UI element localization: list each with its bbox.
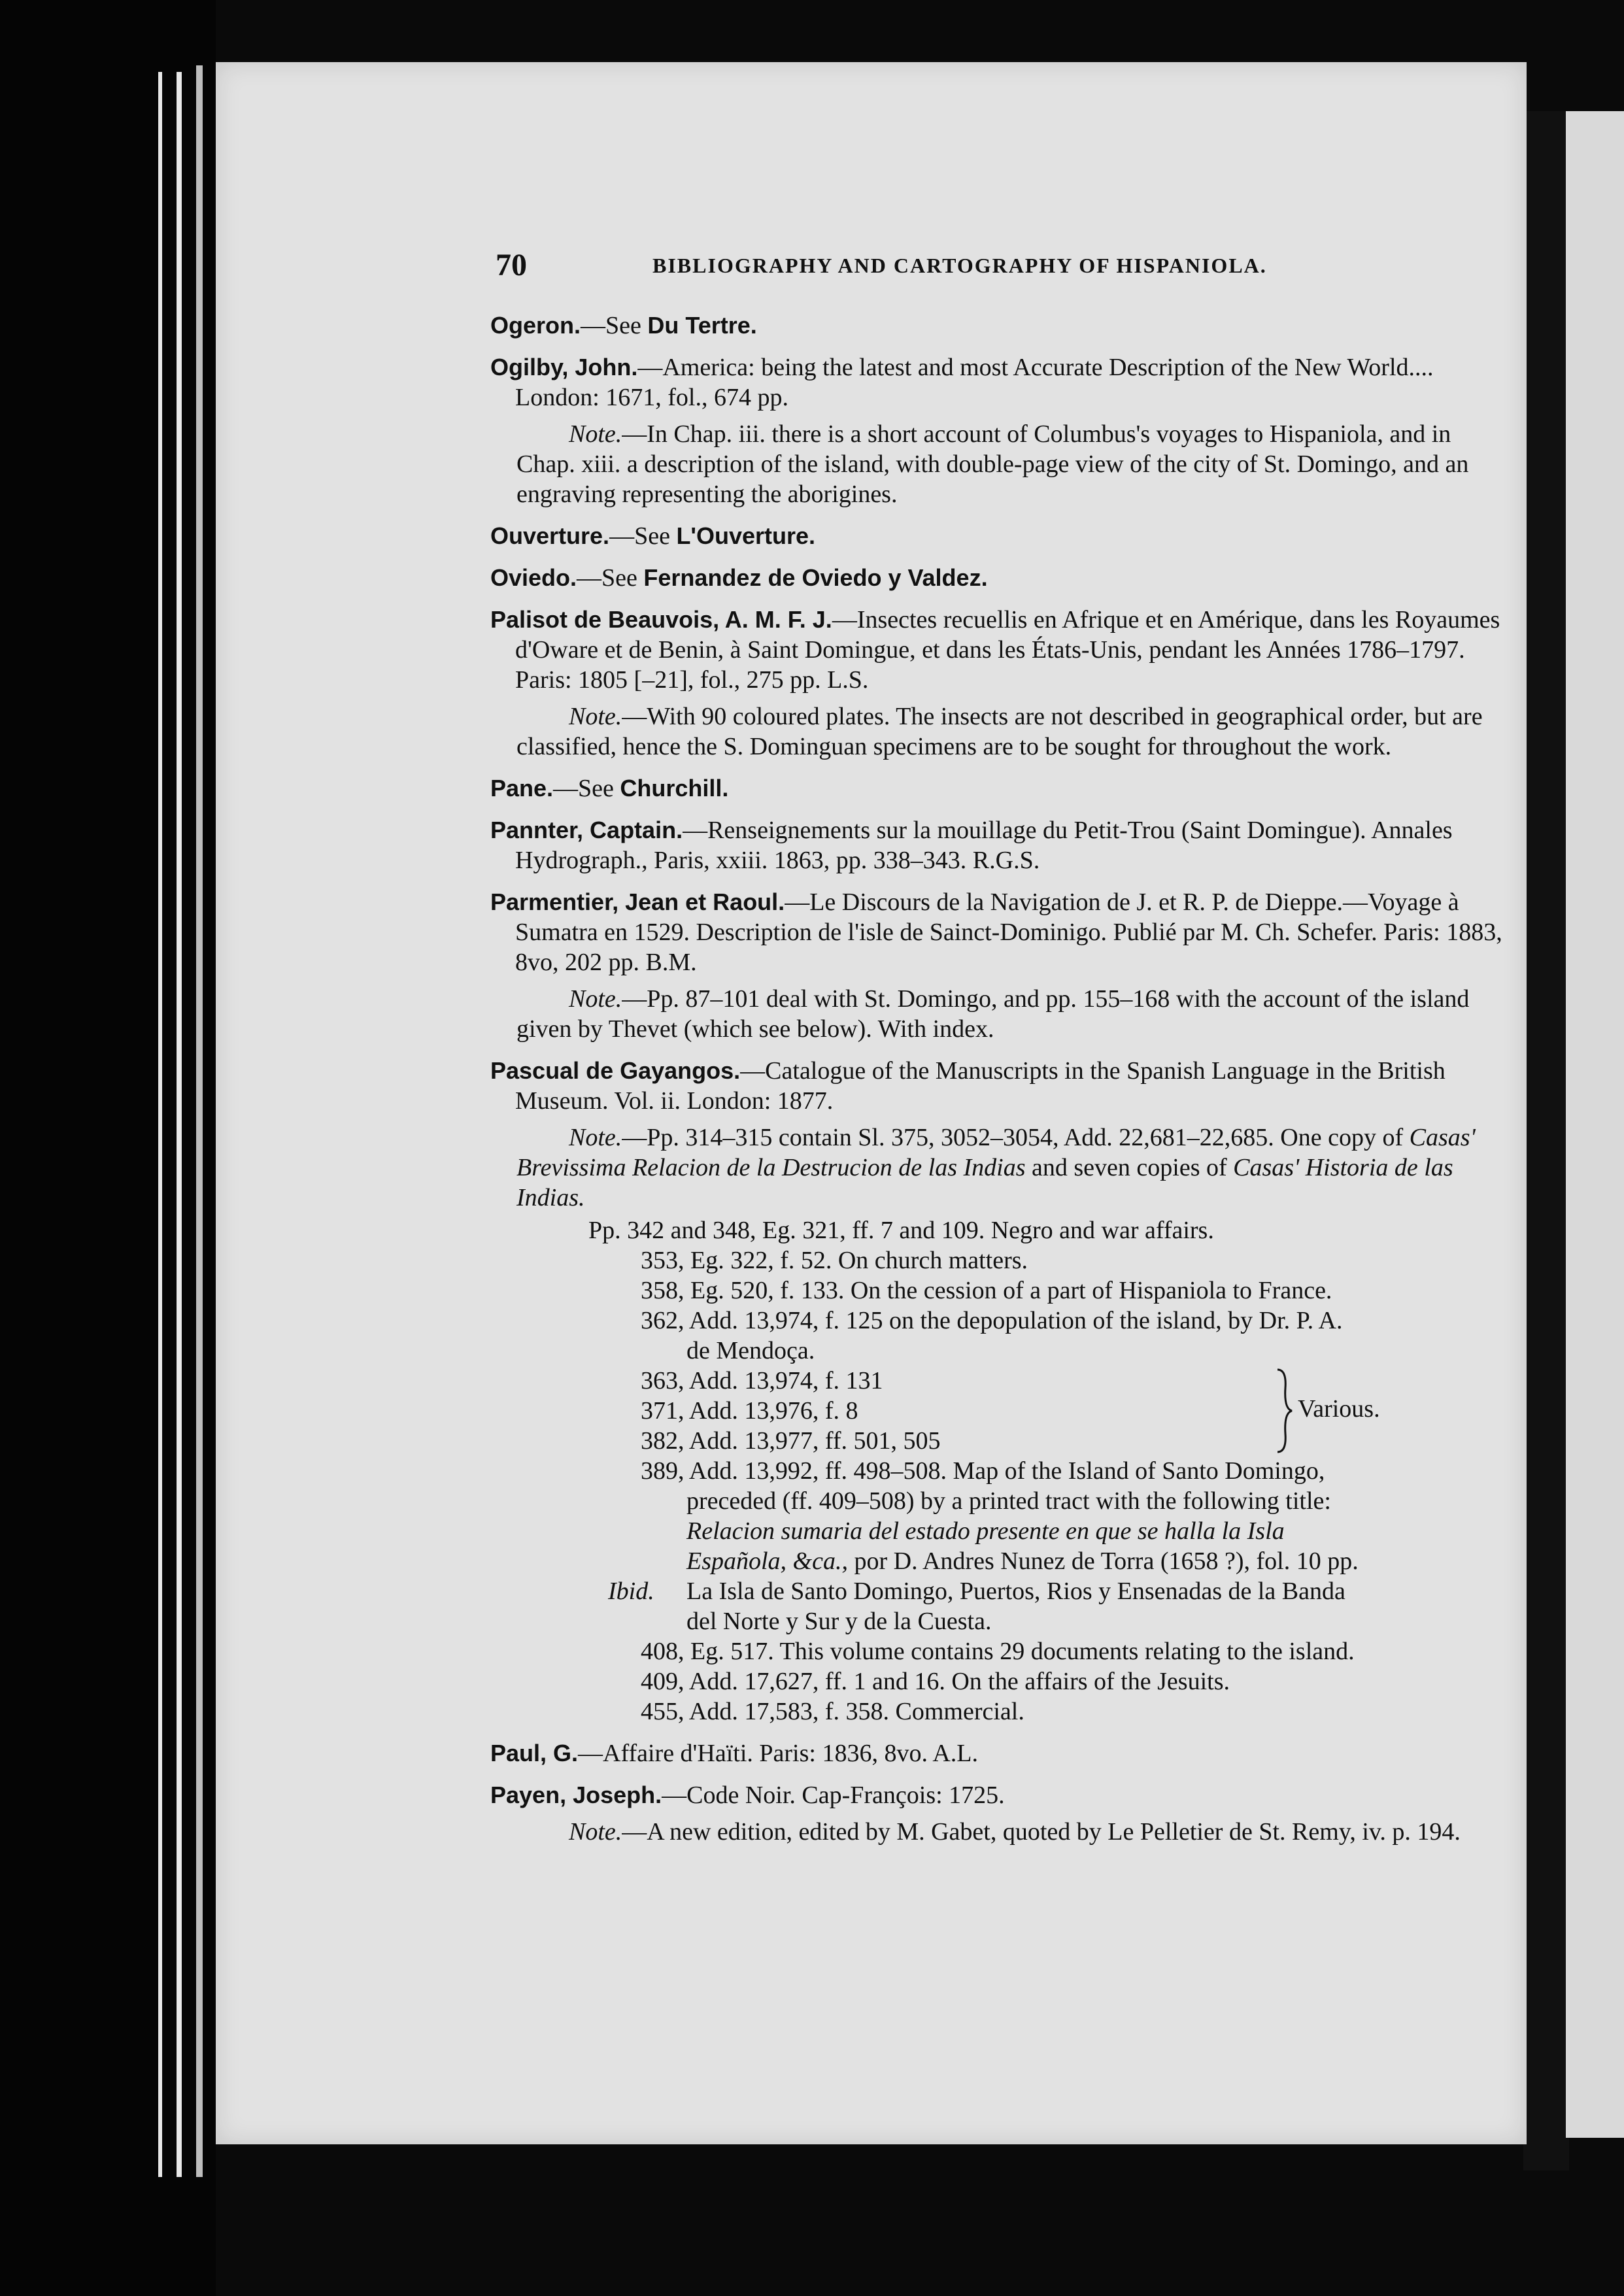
manuscript-title: Española, &ca., <box>686 1547 848 1575</box>
manuscript-line: 363, Add. 13,974, f. 131 <box>641 1367 883 1394</box>
running-title: BIBLIOGRAPHY AND CARTOGRAPHY OF HISPANIOLA. <box>652 254 1267 277</box>
binding-stripe <box>196 65 203 2177</box>
manuscript-line: 409, Add. 17,627, ff. 1 and 16. On the affairs of the Jesuits. <box>641 1668 1230 1695</box>
entry-text: —Affaire d'Haïti. Paris: 1836, 8vo. A.L. <box>578 1740 978 1767</box>
manuscript-line: 389, Add. 13,992, ff. 498–508. Map of the Island of Santo Domingo, <box>641 1457 1325 1485</box>
entry-heading: Pannter, Captain. <box>490 817 683 843</box>
entry-heading: Ouverture. <box>490 522 610 549</box>
entry-oviedo <box>490 563 1510 593</box>
various-group <box>490 1366 1510 1456</box>
note-label: Note. <box>569 1818 622 1846</box>
note-text: —Pp. 87–101 deal with St. Domingo, and pp. 155–168 with the account of the island given by Thevet (which see below). With index. <box>516 985 1470 1043</box>
entry-payen <box>490 1780 1510 1810</box>
manuscript-line: 371, Add. 13,976, f. 8 <box>641 1397 858 1425</box>
entry-paul <box>490 1738 1510 1768</box>
binding-stripe <box>158 72 162 2177</box>
entry-parmentier <box>490 887 1510 977</box>
curly-brace <box>1275 1368 1294 1453</box>
ibid-line <box>490 1576 1510 1606</box>
note-label: Note. <box>569 1124 622 1151</box>
entry-palisot <box>490 605 1510 695</box>
entry-heading: Ogilby, John. <box>490 354 638 380</box>
entry-ogilby <box>490 352 1510 413</box>
entry-heading: Parmentier, Jean et Raoul. <box>490 888 785 915</box>
film-left-edge <box>0 0 216 2296</box>
binding-stripe <box>177 72 182 2177</box>
manuscript-line: preceded (ff. 409–508) by a printed tract with the following title: <box>686 1487 1331 1515</box>
entry-text: —Code Noir. Cap-François: 1725. <box>662 1781 1005 1809</box>
cross-reference: L'Ouverture. <box>676 522 816 549</box>
cross-reference: Churchill. <box>620 775 729 802</box>
manuscript-line: 362, Add. 13,974, f. 125 on the depopulation of the island, by Dr. P. A. <box>641 1307 1343 1334</box>
entry-note <box>490 1123 1510 1213</box>
entry-note <box>490 984 1510 1044</box>
entry-heading: Palisot de Beauvois, A. M. F. J. <box>490 606 832 633</box>
facing-page-edge <box>1566 111 1624 2138</box>
gutter-shadow <box>1523 111 1569 2170</box>
entry-ogeron <box>490 311 1510 341</box>
manuscript-line: 408, Eg. 517. This volume contains 29 documents relating to the island. <box>641 1638 1355 1665</box>
ibid-label: Ibid. <box>608 1578 654 1605</box>
cross-reference: Du Tertre. <box>647 312 757 339</box>
various-label: Various. <box>1298 1395 1380 1423</box>
entry-text: —America: being the latest and most Accurate Description of the New World.... London: 1671, fol., 674 pp. <box>515 354 1434 411</box>
entry-note <box>490 701 1510 762</box>
entry-pane <box>490 773 1510 803</box>
manuscript-text: por D. Andres Nunez de Torra (1658 ?), fol. 10 pp. <box>847 1547 1359 1575</box>
page-number: 70 <box>496 248 527 282</box>
note-text: —With 90 coloured plates. The insects are not described in geographical order, but are classified, hence the S. Dominguan specimens are to be sought for throughout the work. <box>516 703 1483 760</box>
manuscript-line <box>490 1546 1510 1576</box>
manuscript-line: de Mendoça. <box>686 1337 815 1364</box>
see-text: —See <box>581 312 648 339</box>
note-title: Casas' Historia de las Indias. <box>516 1154 1453 1211</box>
bibliography-body <box>490 311 1510 1859</box>
entry-text: —Insectes recuellis en Afrique et en Amérique, dans les Royaumes d'Oware et de Benin, à Saint Domingue, et dans les États-Unis, pendant les Années 1786–1797. Paris: 1805 [–21], fol., 275 pp. L.S. <box>515 606 1500 694</box>
note-text: and seven copies of <box>1025 1154 1234 1181</box>
entry-pannter <box>490 815 1510 875</box>
entry-heading: Pascual de Gayangos. <box>490 1057 741 1084</box>
note-text: —In Chap. iii. there is a short account of Columbus's voyages to Hispaniola, and in Chap. xiii. a description of the island, with double-page view of the city of St. Domingo, and an engraving representing the aborigines. <box>516 420 1469 508</box>
see-text: —See <box>553 775 620 802</box>
entry-heading: Oviedo. <box>490 564 577 591</box>
note-title: Casas' Brevissima Relacion de la Destrucion de las Indias <box>516 1124 1476 1181</box>
note-label: Note. <box>569 420 622 448</box>
manuscript-line: 353, Eg. 322, f. 52. On church matters. <box>641 1247 1028 1274</box>
entry-text: —Renseignements sur la mouillage du Petit-Trou (Saint Domingue). Annales Hydrograph., Paris, xxiii. 1863, pp. 338–343. R.G.S. <box>515 817 1453 874</box>
manuscript-title: Relacion sumaria del estado presente en que se halla la Isla <box>686 1517 1285 1545</box>
entry-heading: Ogeron. <box>490 312 581 339</box>
see-text: —See <box>609 522 677 550</box>
note-label: Note. <box>569 985 622 1013</box>
see-text: —See <box>577 564 644 592</box>
entry-heading: Pane. <box>490 775 554 802</box>
page-header <box>496 247 1496 286</box>
manuscript-line: Pp. 342 and 348, Eg. 321, ff. 7 and 109. Negro and war affairs. <box>588 1217 1214 1244</box>
note-label: Note. <box>569 703 622 730</box>
manuscript-line: 382, Add. 13,977, ff. 501, 505 <box>641 1427 941 1455</box>
book-page <box>216 62 1527 2144</box>
page-content <box>216 62 1527 2144</box>
entry-heading: Payen, Joseph. <box>490 1781 662 1808</box>
manuscript-line: del Norte y Sur y de la Cuesta. <box>686 1608 992 1635</box>
entry-ouverture <box>490 521 1510 551</box>
manuscript-line: 455, Add. 17,583, f. 358. Commercial. <box>641 1698 1024 1725</box>
entry-text: —Catalogue of the Manuscripts in the Spanish Language in the British Museum. Vol. ii. London: 1877. <box>515 1057 1446 1115</box>
note-text: —Pp. 314–315 contain Sl. 375, 3052–3054, Add. 22,681–22,685. One copy of <box>622 1124 1410 1151</box>
entry-note <box>490 419 1510 509</box>
note-text: —A new edition, edited by M. Gabet, quoted by Le Pelletier de St. Remy, iv. p. 194. <box>622 1818 1461 1846</box>
entry-note <box>490 1817 1510 1847</box>
entry-heading: Paul, G. <box>490 1740 579 1766</box>
cross-reference: Fernandez de Oviedo y Valdez. <box>643 564 988 591</box>
entry-pascual <box>490 1056 1510 1116</box>
manuscript-line: 358, Eg. 520, f. 133. On the cession of a part of Hispaniola to France. <box>641 1277 1332 1304</box>
entry-text: —Le Discours de la Navigation de J. et R. P. de Dieppe.—Voyage à Sumatra en 1529. Description de l'isle de Sainct-Dominigo. Publié par M. Ch. Schefer. Paris: 1883, 8vo, 202 pp. B.M. <box>515 888 1502 976</box>
manuscript-text: La Isla de Santo Domingo, Puertos, Rios y Ensenadas de la Banda <box>686 1578 1345 1605</box>
